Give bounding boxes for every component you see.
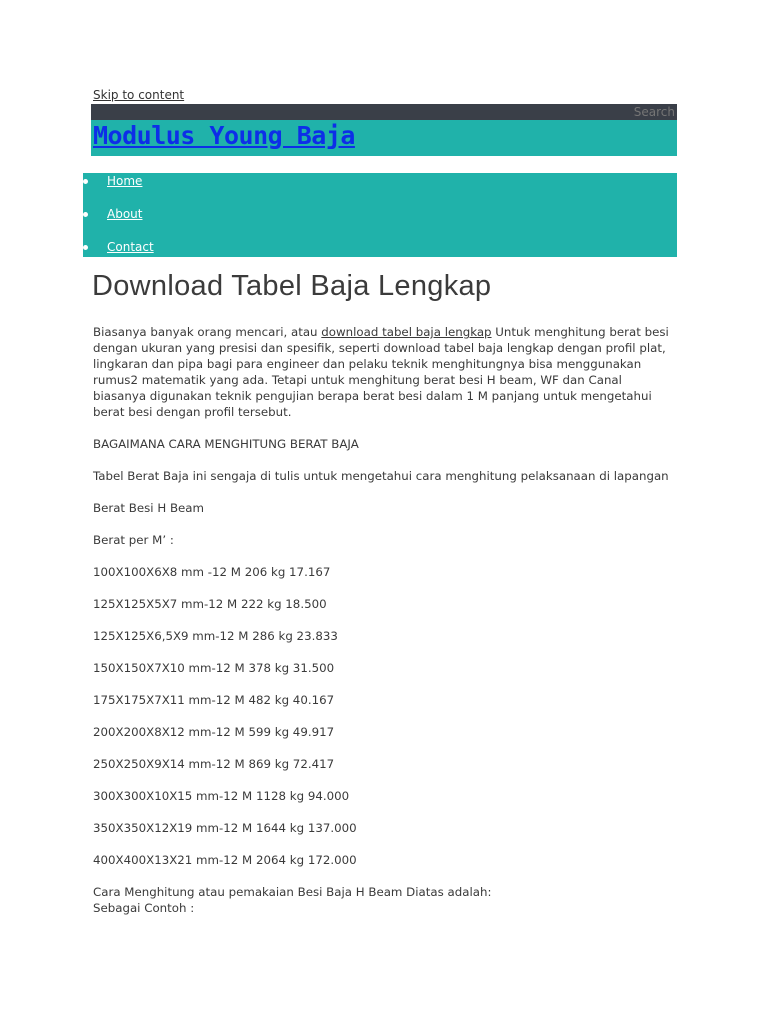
- weight-row: 400X400X13X21 mm-12 M 2064 kg 172.000: [93, 853, 357, 867]
- article-content: [93, 324, 673, 932]
- page-title: Download Tabel Baja Lengkap: [92, 270, 492, 302]
- intro-text-before: Biasanya banyak orang mencari, atau: [93, 325, 322, 339]
- weight-row: 350X350X12X19 mm-12 M 1644 kg 137.000: [93, 821, 357, 835]
- weight-row: 200X200X8X12 mm-12 M 599 kg 49.917: [93, 725, 335, 739]
- intro-text-after: Untuk menghitung berat besi dengan ukuran yang presisi dan spesifik, seperti download tabel baja lengkap dengan profil plat, lingkaran dan pipa bagi para engineer dan pelaku teknik menghitungnya bisa menggunakan rumus2 matematik yang ada. Tetapi untuk menghitung berat besi H beam, WF dan Canal biasanya digunakan teknik pengujian berapa berat besi dalam 1 M panjang untuk mengetahui berat besi dengan profil tersebut.: [93, 325, 669, 419]
- section-heading: BAGAIMANA CARA MENGHITUNG BERAT BAJA: [93, 437, 359, 451]
- closing-line-1: Cara Menghitung atau pemakaian Besi Baja H Beam Diatas adalah:: [93, 885, 492, 899]
- bullet-icon: [83, 245, 88, 250]
- paragraph-purpose: Tabel Berat Baja ini sengaja di tulis untuk mengetahui cara menghitung pelaksanaan di lapangan: [93, 469, 669, 483]
- weight-row: 250X250X9X14 mm-12 M 869 kg 72.417: [93, 757, 335, 771]
- skip-to-content-link[interactable]: Skip to content: [93, 88, 185, 102]
- weight-row: 125X125X6,5X9 mm-12 M 286 kg 23.833: [93, 629, 338, 643]
- closing-paragraph: [93, 884, 673, 916]
- bullet-icon: [83, 212, 88, 217]
- weight-row: 175X175X7X11 mm-12 M 482 kg 40.167: [93, 693, 335, 707]
- closing-line-2: Sebagai Contoh :: [93, 901, 195, 915]
- nav-link-home[interactable]: Home: [107, 174, 143, 188]
- site-header: [91, 120, 677, 156]
- top-bar: [91, 104, 677, 120]
- main-navigation: [83, 173, 677, 257]
- bullet-icon: [83, 179, 88, 184]
- nav-link-contact[interactable]: Contact: [107, 240, 154, 254]
- weight-row: 100X100X6X8 mm -12 M 206 kg 17.167: [93, 565, 331, 579]
- paragraph-h-beam: Berat Besi H Beam: [93, 501, 205, 515]
- weight-row: 125X125X5X7 mm-12 M 222 kg 18.500: [93, 597, 327, 611]
- weight-row: 150X150X7X10 mm-12 M 378 kg 31.500: [93, 661, 335, 675]
- search-input[interactable]: [555, 104, 675, 120]
- paragraph-weight-per-meter: Berat per M’ :: [93, 533, 174, 547]
- download-table-link[interactable]: download tabel baja lengkap: [321, 325, 492, 339]
- weight-row: 300X300X10X15 mm-12 M 1128 kg 94.000: [93, 789, 350, 803]
- nav-link-about[interactable]: About: [107, 207, 143, 221]
- intro-paragraph: [93, 324, 673, 420]
- site-title-link[interactable]: Modulus Young Baja: [93, 121, 355, 150]
